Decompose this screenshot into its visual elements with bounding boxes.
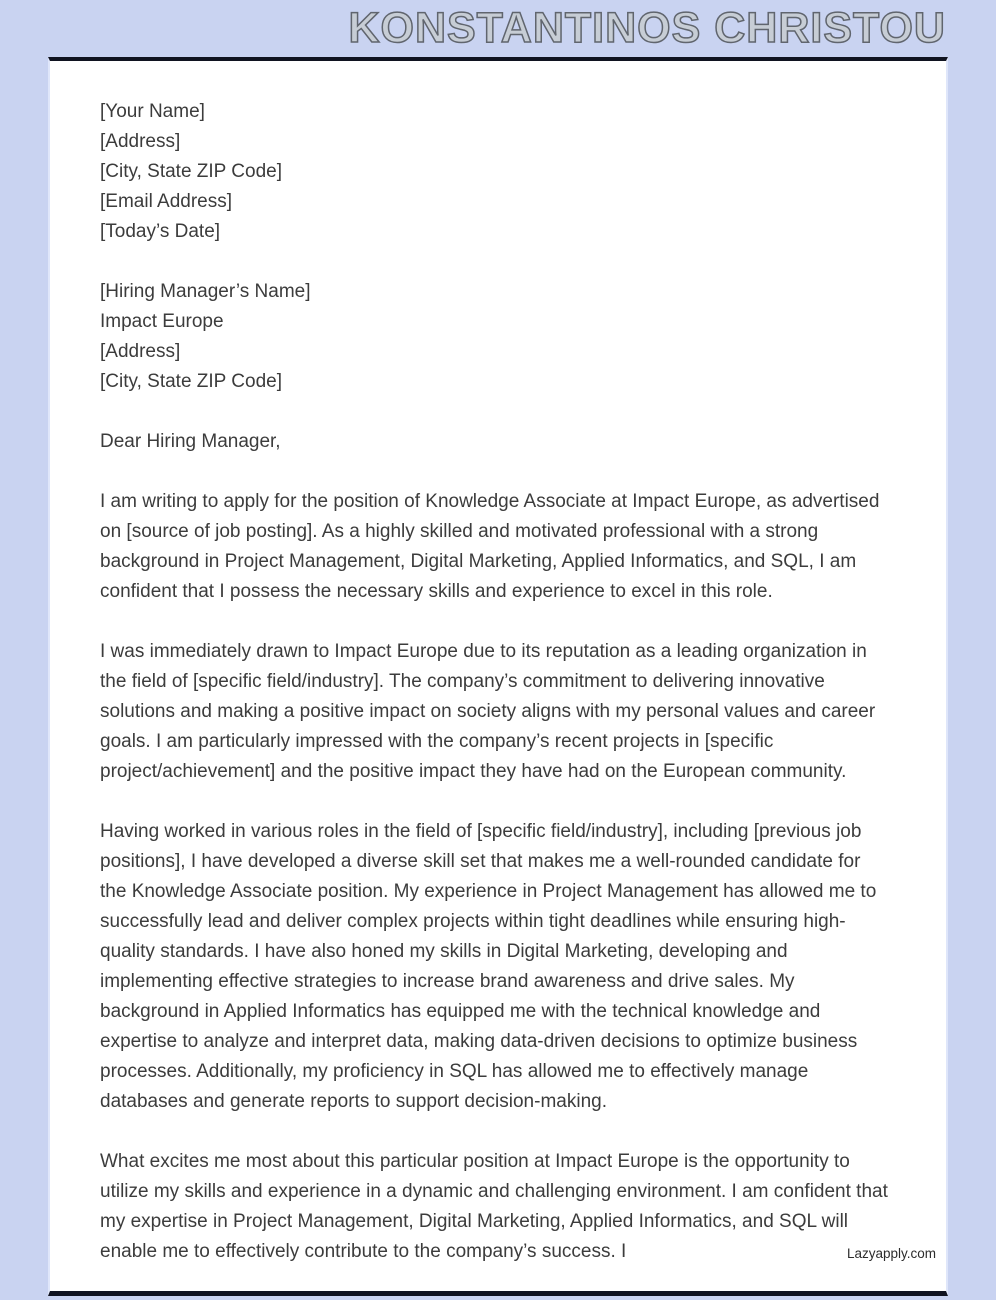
sender-line: [City, State ZIP Code]: [100, 161, 282, 182]
salutation-line: Dear Hiring Manager,: [100, 431, 281, 452]
sender-address-block: [100, 97, 890, 247]
recipient-address-block: [100, 277, 890, 397]
page-title: KONSTANTINOS CHRISTOU: [348, 4, 946, 52]
sender-line: [Your Name]: [100, 101, 205, 122]
letter-paragraph: What excites me most about this particular position at Impact Europe is the opportunity to utilize my skills and experience in a dynamic and challenging environment. I am confident that my expertise in Project Management, Digital Marketing, Applied Informatics, and SQL will enable me to effectively contribute to the company’s success. I: [100, 1151, 888, 1262]
letter-paragraph: Having worked in various roles in the field of [specific field/industry], including [previous job positions], I have developed a diverse skill set that makes me a well-rounded candidate for the Knowledge Associate position. My experience in Project Management has allowed me to successfully lead and deliver complex projects within tight deadlines while ensuring high-quality standards. I have also honed my skills in Digital Marketing, developing and implementing effective strategies to increase brand awareness and drive sales. My background in Applied Informatics has equipped me with the technical knowledge and expertise to analyze and interpret data, making data-driven decisions to optimize business processes. Additionally, my proficiency in SQL has allowed me to effectively manage databases and generate reports to support decision-making.: [100, 821, 877, 1112]
letter-page: [48, 57, 948, 1296]
recipient-line: [City, State ZIP Code]: [100, 371, 282, 392]
recipient-line: [Address]: [100, 341, 181, 362]
watermark-text: Lazyapply.com: [846, 1246, 936, 1261]
sender-line: [Today’s Date]: [100, 221, 221, 242]
recipient-line: [Hiring Manager’s Name]: [100, 281, 311, 302]
letter-paragraph: I am writing to apply for the position of Knowledge Associate at Impact Europe, as advertised on [source of job posting]. As a highly skilled and motivated professional with a strong background in Project Management, Digital Marketing, Applied Informatics, and SQL, I am confident that I possess the necessary skills and experience to excel in this role.: [100, 491, 880, 602]
recipient-line: Impact Europe: [100, 311, 224, 332]
letter-content: [50, 61, 946, 1267]
letter-paragraph: I was immediately drawn to Impact Europe due to its reputation as a leading organization in the field of [specific field/industry]. The company’s commitment to delivering innovative solutions and making a positive impact on society aligns with my personal values and career goals. I am particularly impressed with the company’s recent projects in [specific project/achievement] and the positive impact they have had on the European community.: [100, 641, 876, 782]
salutation: [100, 427, 890, 457]
sender-line: [Email Address]: [100, 191, 232, 212]
sender-line: [Address]: [100, 131, 181, 152]
